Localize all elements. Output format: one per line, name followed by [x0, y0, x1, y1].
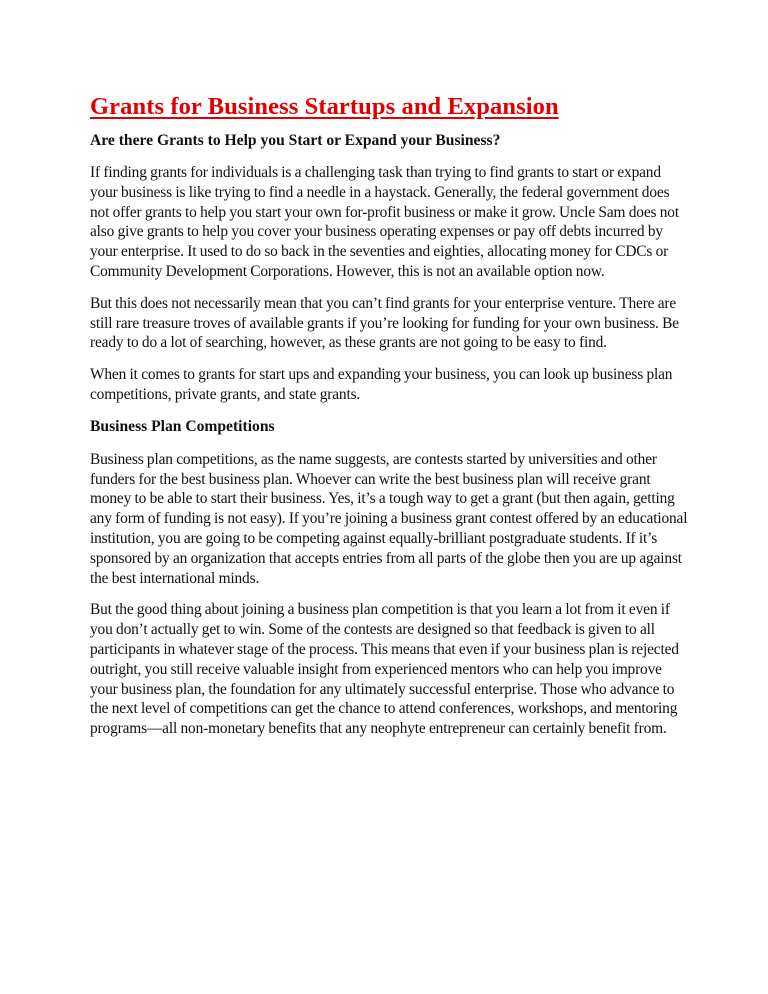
- section-paragraph: Business plan competitions, as the name suggests, are contests started by universities and other funders for the best business plan. Whoever can write the best business plan will receive grant money to be able to start their business. Yes, it’s a tough way to get a grant (but then again, getting any form of funding is not easy). If you’re joining a business grant contest offered by an educational institution, you are going to be competing against equally-brilliant postgraduate students. If it’s sponsored by an organization that accepts entries from all parts of the globe then you are up against the best international minds.: [90, 450, 688, 587]
- document-page: [90, 92, 690, 751]
- section-paragraph: But the good thing about joining a business plan competition is that you learn a lot from it even if you don’t actually get to win. Some of the contests are designed so that feedback is given to all participants in whatever stage of the process. This means that even if your business plan is rejected outright, you still receive valuable insight from experienced mentors who can help you improve your business plan, the foundation for any ultimately successful enterprise. Those who advance to the next level of competitions can get the chance to attend conferences, workshops, and mentoring programs—all non-monetary benefits that any neophyte entrepreneur can certainly benefit from.: [90, 601, 679, 738]
- section-business-plan-competitions: [90, 417, 690, 739]
- document-subtitle: Are there Grants to Help you Start or Expand your Business?: [90, 132, 501, 149]
- section-heading: Business Plan Competitions: [90, 417, 275, 435]
- intro-paragraph: When it comes to grants for start ups and expanding your business, you can look up business plan competitions, private grants, and state grants.: [90, 366, 673, 403]
- intro-paragraph: But this does not necessarily mean that you can’t find grants for your enterprise venture. There are still rare treasure troves of available grants if you’re looking for funding for your own business. Be ready to do a lot of searching, however, as these grants are not going to be easy to find.: [90, 294, 679, 352]
- intro-paragraph: If finding grants for individuals is a challenging task than trying to find grants to start or expand your business is like trying to find a needle in a haystack. Generally, the federal government does not offer grants to help you start your own for-profit business or make it grow. Uncle Sam does not also give grants to help you cover your business operating expenses or pay off debts incurred by your enterprise. It used to do so back in the seventies and eighties, allocating money for CDCs or Community Development Corporations. However, this is not an available option now.: [90, 164, 679, 280]
- document-title: Grants for Business Startups and Expansion: [90, 93, 559, 120]
